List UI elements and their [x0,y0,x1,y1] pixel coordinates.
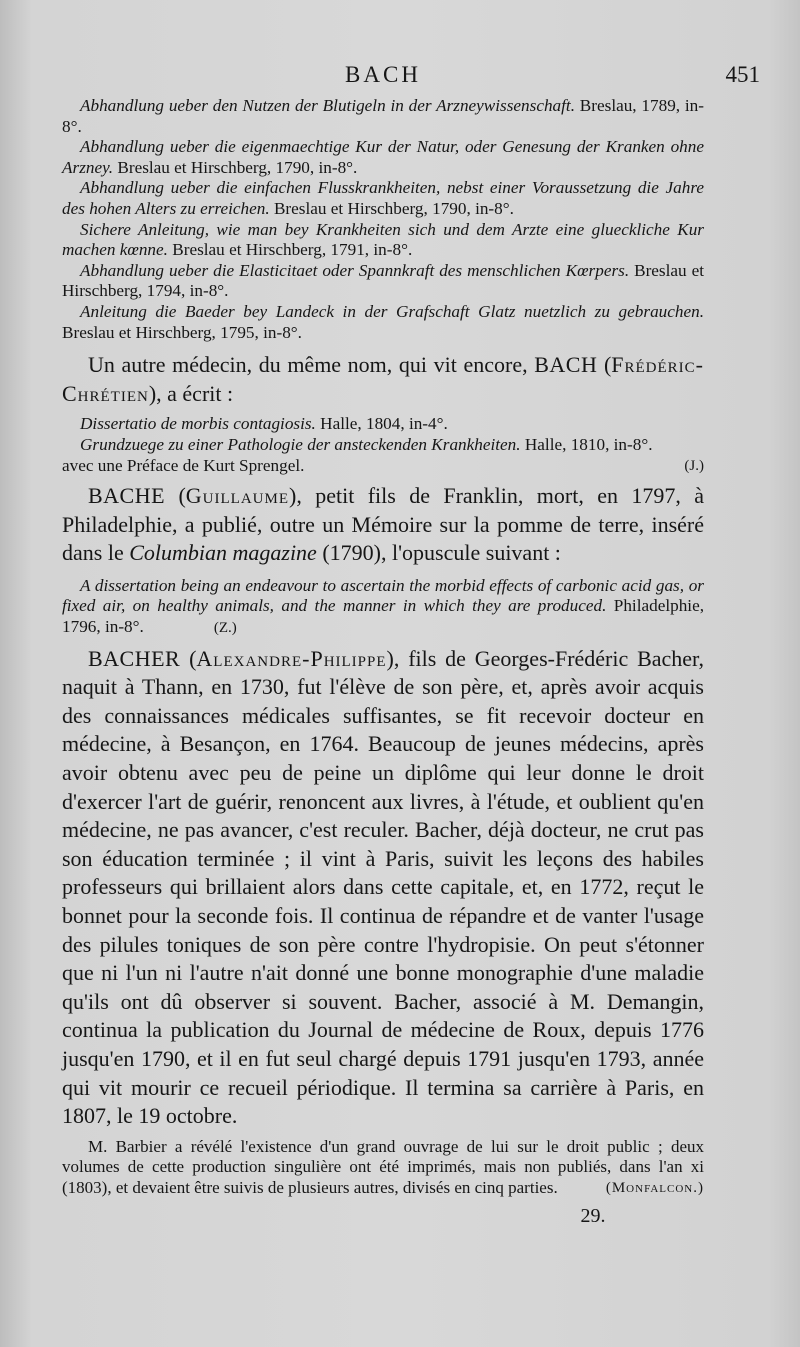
entry-surname: BACH [534,352,598,378]
running-head: BACH [345,62,421,87]
entry-paren: ( [597,352,612,378]
work-title: Abhandlung ueber die einfachen Flusskrankheiten, nebst einer Voraussetzung die Jahre des hohen Alters zu erreichen. [62,178,704,218]
work-entry [62,414,704,435]
entry-given-names: Frédéric-Chrétien [62,352,704,406]
work-title: Dissertatio de morbis contagiosis. [80,414,316,434]
page-number: 451 [725,62,760,87]
entry-bach-frederic-chretien [62,351,704,408]
entry-surname: BACHER [88,645,181,671]
work-note-text: avec une Préface de Kurt Sprengel. [62,455,305,475]
work-entry [62,302,704,343]
work-entry [62,137,704,178]
entry-text: Un autre médecin, du même nom, qui vit encore, [88,352,535,378]
work-title: Anleitung die Baeder bey Landeck in der Grafschaft Glatz nuetzlich zu gebrauchen. [80,301,704,321]
work-imprint: Breslau et Hirschberg, 1794, in-8°. [62,260,704,301]
work-title: Abhandlung ueber die eigenmaechtige Kur der Natur, oder Genesung der Kranken ohne Arzney. [62,137,704,177]
works-list-3 [62,576,704,639]
works-list-2 [62,414,704,476]
work-entry [62,220,704,261]
author-mark: (J.) [684,457,704,474]
work-entry [62,435,704,456]
work-title: A dissertation being an endeavour to ascertain the morbid effects of carbonic acid gas, or fixed air, on healthy animals, and the manner in which they are produced. [62,575,704,616]
note-signature: (Monfalcon.) [605,1179,704,1196]
work-title: Abhandlung ueber die Elasticitaet oder Spannkraft des menschlichen Kœrpers. [80,260,630,280]
entry-surname: BACHE [88,483,166,509]
work-imprint: Breslau, 1789, in-8°. [62,96,704,136]
signature-mark: 29. [580,1204,606,1227]
editor-note [62,1137,704,1199]
magazine-title: Columbian magazine [129,540,317,566]
work-imprint: Philadelphie, 1796, in-8°. [62,596,704,637]
work-imprint: Breslau et Hirschberg, 1791, in-8°. [167,240,413,260]
work-imprint: Halle, 1804, in-4°. [315,414,448,434]
entry-given-names: Alexandre-Philippe [196,645,387,671]
page-header [62,62,760,96]
work-imprint: Breslau et Hirschberg, 1795, in-8°. [62,322,302,342]
entry-bacher-alexandre-philippe [62,645,704,1131]
entry-paren: ( [180,645,197,671]
entry-given-names: Guillaume [185,483,289,509]
entry-bache-guillaume [62,482,704,568]
work-entry [62,261,704,302]
work-note [62,456,704,477]
entry-text: ), a écrit : [148,380,234,406]
work-entry [62,576,704,639]
entry-text: ), fils de Georges-Frédéric Bacher, naquit à Thann, en 1730, fut l'élève de son père, et, après avoir acquis des connaissances médicales suffisantes, se fit recevoir docteur en médecine, à Besançon, en 1764. Beaucoup de jeunes médecins, après avoir obtenu avec peu de peine un diplôme qui leur donne le droit d'exercer l'art de guérir, renoncent aux livres, à l'étude, et oublient qu'en médecine, ne pas avancer, c'est reculer. Bacher, déjà docteur, ne crut pas son éducation terminée ; il vint à Paris, suivit les leçons des habiles professeurs qui brillaient alors dans cette capitale, et, en 1772, reçut le bonnet pour la seconde fois. Il continua de répandre et de vanter l'usage des pilules toniques de son père contre l'hydropisie. On peut s'étonner que ni l'un ni l'autre n'ait donné une bonne monographie d'une maladie qu'ils ont dû observer si souvent. Bacher, associé à M. Demangin, continua la publication du Journal de médecine de Roux, depuis 1776 jusqu'en 1790, et il en fut seul chargé depuis 1791 jusqu'en 1793, année qui vit mourir ce recueil périodique. Il termina sa carrière à Paris, en 1807, le 19 octobre. [62,645,704,1129]
work-imprint: Breslau et Hirschberg, 1790, in-8°. [269,198,514,218]
work-entry [62,96,704,137]
work-entry [62,178,704,219]
work-title: Grundzuege zu einer Pathologie der ansteckenden Krankheiten. [80,434,521,454]
note-text: M. Barbier a révélé l'existence d'un grand ouvrage de lui sur le droit public ; deux volumes de cette production singulière ont été imprimés, mais non publiés, dans l'an xi (1803), et devaient être suivis de plusieurs autres, divisés en cinq parties. [62,1136,704,1197]
works-list-1 [62,96,704,343]
work-imprint: Breslau et Hirschberg, 1790, in-8°. [113,157,358,177]
entry-text: ), petit fils de Franklin, mort, en 1797, à Philadelphie, a publié, outre un Mémoire sur la pomme de terre, inséré dans le [62,483,705,566]
author-mark: (Z.) [213,620,237,637]
work-title: Sichere Anleitung, wie man bey Krankheiten sich und dem Arzte eine glueckliche Kur machen kœnne. [62,219,704,260]
entry-text: (1790), l'opuscule suivant : [316,540,561,566]
entry-paren: ( [165,483,186,509]
work-imprint: Halle, 1810, in-8°. [520,434,653,454]
work-title: Abhandlung ueber den Nutzen der Blutigeln in der Arzneywissenschaft. [80,96,575,115]
